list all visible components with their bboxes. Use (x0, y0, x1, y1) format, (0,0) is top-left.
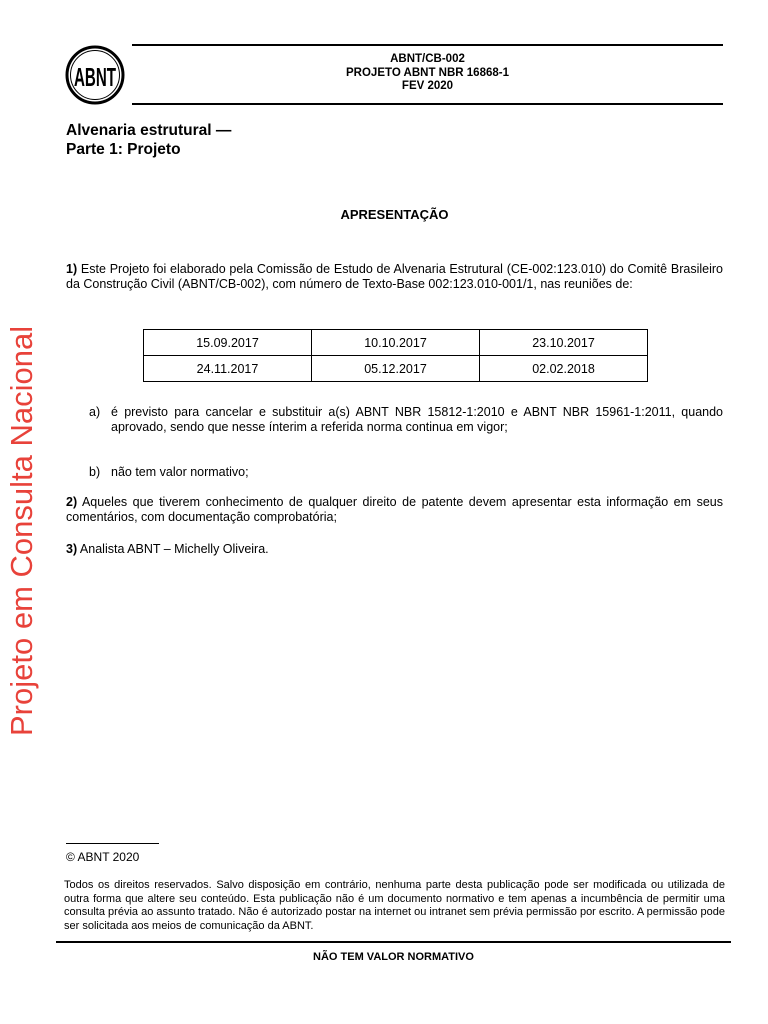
table-cell: 23.10.2017 (480, 330, 648, 356)
document-title (66, 121, 231, 159)
paragraph-3 (66, 542, 723, 557)
footnote-rule (66, 843, 159, 844)
list-item (89, 465, 723, 480)
abnt-logo-icon (64, 44, 126, 106)
table-row (144, 330, 648, 356)
table-cell: 10.10.2017 (312, 330, 480, 356)
table-row (144, 356, 648, 382)
paragraph-2-number: 2) (66, 495, 78, 509)
table-cell: 02.02.2018 (480, 356, 648, 382)
list-item-text: não tem valor normativo; (111, 465, 249, 479)
consultation-watermark: Projeto em Consulta Nacional (4, 325, 39, 736)
paragraph-3-text: Analista ABNT – Michelly Oliveira. (79, 542, 269, 556)
paragraph-1 (66, 262, 723, 291)
header-top-rule (132, 44, 723, 46)
paragraph-2-text: Aqueles que tiverem conhecimento de qualquer direito de patente devem apresentar esta informação em seus comentários, com documentação comprobatória; (66, 495, 723, 524)
footer-notice: NÃO TEM VALOR NORMATIVO (313, 951, 474, 963)
title-line-1: Alvenaria estrutural — (66, 122, 232, 139)
table-cell: 24.11.2017 (144, 356, 312, 382)
footer-rule (56, 941, 731, 943)
list-item-text: é previsto para cancelar e substituir a(s) ABNT NBR 15812-1:2010 e ABNT NBR 15961-1:2011, quando aprovado, sendo que nesse ínterim a referida norma continua em vigor; (111, 405, 723, 434)
paragraph-3-number: 3) (66, 542, 78, 556)
logo-text: ABNT (74, 62, 117, 92)
table-cell: 15.09.2017 (144, 330, 312, 356)
section-heading: APRESENTAÇÃO (340, 207, 449, 222)
title-line-2: Parte 1: Projeto (66, 141, 181, 158)
table-cell: 05.12.2017 (312, 356, 480, 382)
rights-statement: Todos os direitos reservados. Salvo disposição em contrário, nenhuma parte desta publicação pode ser modificada ou utilizada de outra forma que altere seu conteúdo. Esta publicação não é um documento normativo e tem apenas a incumbência de permitir uma consulta prévia ao assunto tratado. Não é autorizado postar na internet ou intranet sem prévia permissão por escrito. A permissão pode ser solicitada aos meios de comunicação da ABNT. (64, 879, 725, 932)
paragraph-1-text: Este Projeto foi elaborado pela Comissão de Estudo de Alvenaria Estrutural (CE-002:123.010) do Comitê Brasileiro da Construção Civil (ABNT/CB-002), com número de Texto-Base 002:123.010-001/1, nas reuniões de: (66, 262, 723, 291)
list-item (89, 405, 723, 434)
list-item-label: a) (89, 405, 101, 419)
copyright-notice: © ABNT 2020 (66, 850, 140, 864)
document-header (132, 53, 723, 94)
meeting-dates-table (143, 329, 648, 382)
list-item-label: b) (89, 465, 101, 479)
project-code: PROJETO ABNT NBR 16868-1 (346, 66, 509, 79)
committee-code: ABNT/CB-002 (390, 53, 465, 65)
header-bottom-rule (132, 103, 723, 105)
project-date: FEV 2020 (401, 80, 454, 92)
paragraph-1-number: 1) (66, 262, 78, 276)
paragraph-2 (66, 495, 723, 524)
